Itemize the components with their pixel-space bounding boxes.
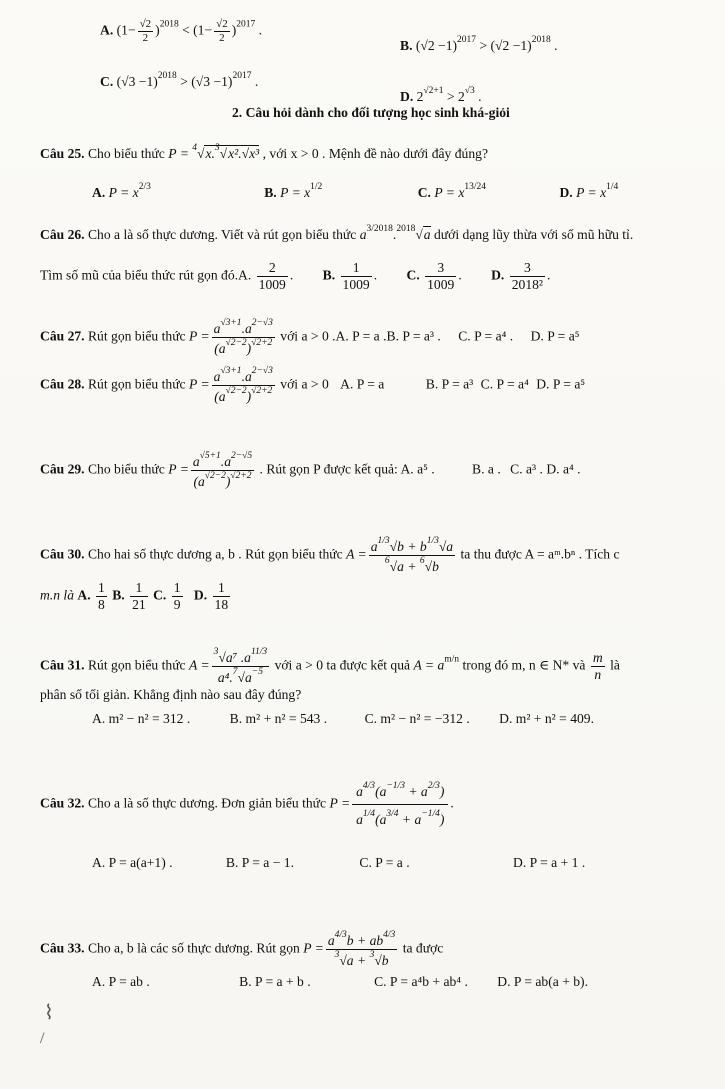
q32-stem: Cho a là số thực dương. Đơn giản biểu thức (87, 795, 327, 811)
q31-cond2: trong đó m, n ∈ N* và (462, 657, 586, 673)
q30-mn: m.n là (40, 587, 74, 603)
q26-stem: Cho a là số thực dương. Viết và rút gọn biểu thức (87, 227, 357, 242)
top-option-b: B. $(√2 -1)^{2017} > (√2 -1)^{2018}$ . (400, 35, 558, 53)
q28-cond: với a > 0 (280, 376, 329, 392)
q31-line2: phân số tối giản. Khẳng định nào sau đây đúng? (40, 687, 302, 702)
q28-line: Câu 28. Rút gọn biểu thức P = $\frac{a^{√3+1}.a^{2-√3}}{(a^{√2-2})^{√2+2}}$ với a > 0 A. P = a B. P = a³ C. P = a⁴ D. P = a⁵ (40, 366, 586, 404)
q33-stem: Cho a, b là các số thực dương. Rút gọn (87, 940, 300, 956)
q33-cond: ta được (402, 940, 444, 956)
q30-label: Câu 30. (40, 546, 85, 562)
q30-line2: m.n là A. $\frac{1}{8}$ B. $\frac{1}{21}$ C. $\frac{1}{9}$ D. $\frac{1}{18}$ (40, 580, 229, 612)
top-option-a: A. (1− $\frac{√2}{2}$ )$^{2018}$ < (1− $\frac{√2}{2}$ )$^{2017}$ . (100, 18, 263, 44)
q29-option-b: B. a . (472, 461, 501, 477)
q28-option-b: B. P = a³ (425, 376, 474, 392)
q33-option-d: D. P = ab(a + b). (497, 974, 588, 989)
pencil-mark: ⌇ (44, 1002, 54, 1024)
q31-option-c: C. m² − n² = −312 . (364, 711, 470, 726)
q32-option-a: A. P = a(a+1) . (92, 855, 173, 870)
q33-option-b: B. P = a + b . (239, 974, 311, 989)
q28-option-d: D. P = a⁵ (536, 376, 586, 392)
q31-options (92, 712, 594, 726)
q29-label: Câu 29. (40, 461, 85, 477)
q27-option-c: C. P = a⁴ . (458, 328, 514, 344)
q33-option-a: A. P = ab . (92, 974, 150, 989)
q26-label: Câu 26. (40, 227, 85, 242)
q27-option-d: D. P = a⁵ (530, 328, 580, 344)
q30-cond: ta thu được A = aᵐ.bⁿ . Tích c (460, 546, 620, 562)
q26-line2: Tìm số mũ của biểu thức rút gọn đó.A. $\frac{2}{1009}$ . B. $\frac{1}{1009}$ . C. $\frac{3}{1009}$ . D. $\frac{3}{\text{2018²}}$ . (40, 260, 551, 292)
top-option-d: D. $2^{√2+1} > 2^{√3}$ . (400, 86, 482, 104)
q33-option-c: C. P = a⁴b + ab⁴ . (374, 974, 468, 989)
q33-label: Câu 33. (40, 940, 85, 956)
q31-option-b: B. m² + n² = 543 . (229, 711, 328, 726)
q27-label: Câu 27. (40, 328, 85, 344)
q32-option-b: B. P = a − 1. (225, 855, 294, 870)
q31-cond3: là (610, 657, 620, 673)
q33-line: Câu 33. Cho a, b là các số thực dương. Rút gọn P = $\frac{a^{4/3}b + ab^{4/3}}{^3√a + ^3√b}$ ta được (40, 930, 444, 968)
q28-stem: Rút gọn biểu thức (87, 376, 186, 392)
section-title: 2. Câu hỏi dành cho đối tượng học sinh khá-giỏi (232, 105, 510, 120)
q30-stem: Cho hai số thực dương a, b . Rút gọn biểu thức (87, 546, 343, 562)
q29-cond: . Rút gọn P được kết quả: A. a⁵ . (259, 461, 435, 477)
pencil-mark: / (40, 1030, 45, 1047)
q31-line: Câu 31. Rút gọn biểu thức A = $\frac{^3√a^7 .a^{11/3}}{a^4.^7√a^{-5}}$ với a > 0 ta được kết quả $A = a^{m/n}$ trong đó m, n ∈ N* và $\frac{m}{n}$ là (40, 647, 620, 685)
q32-line: Câu 32. Cho a là số thực dương. Đơn giản biểu thức P = $\frac{a^{4/3}(a^{-1/3} + a^{2/3})}{a^{1/4}(a^{3/4} + a^{-1/4})}$ . (40, 777, 454, 831)
q32-option-d: D. P = a + 1 . (513, 855, 586, 870)
q25-cond: , với x > 0 . Mệnh đề nào dưới đây đúng? (262, 146, 488, 161)
q32-label: Câu 32. (40, 795, 85, 811)
q25-options: A. $P = x^{2/3}$ B. $P = x^{1/2}$ C. $P = x^{13/24}$ D. $P = x^{1/4}$ (92, 182, 619, 200)
q25-stem: Cho biểu thức (87, 146, 165, 161)
q28-option-a: A. P = a (340, 376, 385, 392)
q27-cond: với a > 0 .A. P = a .B. P = a³ . (280, 328, 441, 344)
q28-option-c: C. P = a⁴ (480, 376, 529, 392)
q33-options (92, 975, 588, 989)
q31-option-a: A. m² − n² = 312 . (92, 711, 191, 726)
q32-options (92, 856, 585, 870)
q31-cond: với a > 0 ta được kết quả (274, 657, 411, 673)
q26-stem2: dưới dạng lũy thừa với số mũ hữu tỉ. (434, 227, 634, 242)
q27-stem: Rút gọn biểu thức (87, 328, 186, 344)
q26-line1: Câu 26. Cho a là số thực dương. Viết và rút gọn biểu thức $a^{3/2018}.^{2018}√a$ dưới dạng lũy thừa với số mũ hữu tỉ. (40, 224, 634, 242)
q26-stem3: Tìm số mũ của biểu thức rút gọn đó.A. (40, 267, 252, 283)
q32-option-c: C. P = a . (359, 855, 410, 870)
q27-line: Câu 27. Rút gọn biểu thức P = $\frac{a^{√3+1}.a^{2-√3}}{(a^{√2-2})^{√2+2}}$ với a > 0 .A. P = a .B. P = a³ . C. P = a⁴ . D. P = a⁵ (40, 318, 580, 356)
q31-label: Câu 31. (40, 657, 85, 673)
q31-stem: Rút gọn biểu thức (87, 657, 186, 673)
q31-option-d: D. m² + n² = 409. (499, 711, 594, 726)
q25-expression: P = $^4$√x.$^3$√x².√x³ (168, 143, 260, 161)
q29-stem: Cho biểu thức (87, 461, 165, 477)
q25-label: Câu 25. (40, 146, 85, 161)
q29-line: Câu 29. Cho biểu thức P = $\frac{a^{√5+1}.a^{2-√5}}{(a^{√2-2})^{√2+2}}$ . Rút gọn P được kết quả: A. a⁵ . B. a . C. a³ . D. a⁴ . (40, 451, 581, 489)
q28-label: Câu 28. (40, 376, 85, 392)
q30-line: Câu 30. Cho hai số thực dương a, b . Rút gọn biểu thức A = $\frac{a^{1/3}√b + b^{1/3}√a}{^6√a + ^6√b}$ ta thu được A = aᵐ.bⁿ . Tích c (40, 536, 620, 574)
top-option-c: C. $(√3 -1)^{2018} > (√3 -1)^{2017}$ . (100, 71, 259, 89)
q29-option-c: C. a³ . D. a⁴ . (510, 461, 581, 477)
q25-line (40, 144, 488, 161)
